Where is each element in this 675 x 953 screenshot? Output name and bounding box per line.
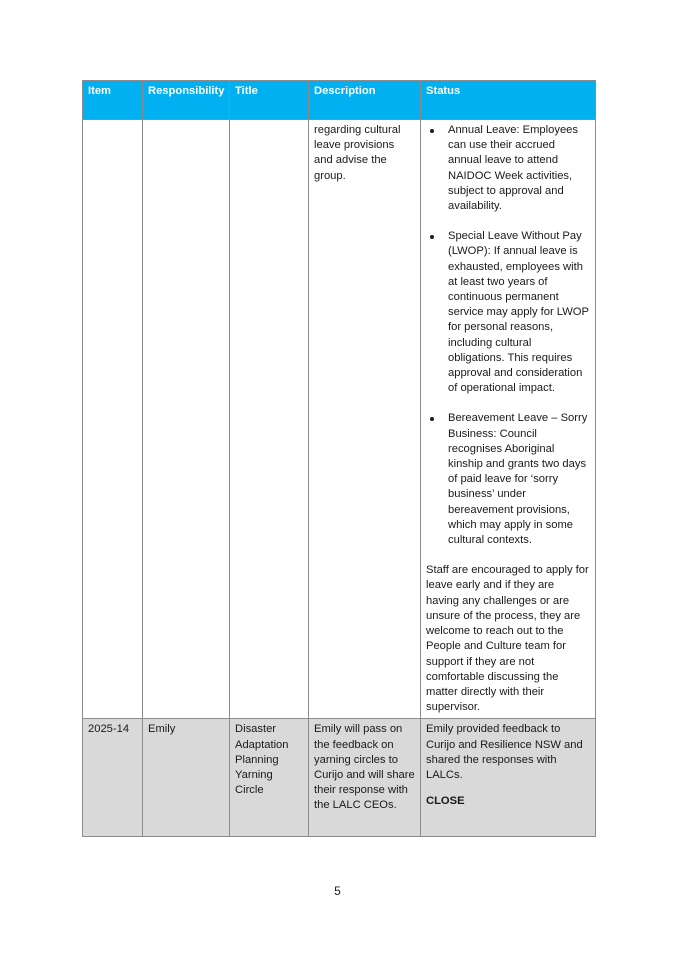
- header-description: Description: [309, 81, 421, 120]
- cell-responsibility-empty: [143, 120, 230, 719]
- cell-item: 2025-14: [83, 719, 143, 837]
- list-item-bereavement-leave: [426, 411, 590, 548]
- header-status: Status: [421, 81, 596, 120]
- bullet-text: Special Leave Without Pay (LWOP): If annual leave is exhausted, employees with at least two years of continuous permanent service may apply for LWOP for personal reasons, including cultural obligations. This requires approval and consideration of operational impact.: [448, 230, 589, 395]
- list-item-lwop: [426, 229, 590, 396]
- bullet-text: Annual Leave: Employees can use their accrued annual leave to attend NAIDOC Week activities, subject to approval and availability.: [448, 124, 578, 213]
- bullet-text: Bereavement Leave – Sorry Business: Council recognises Aboriginal kinship and grants two days of paid leave for ‘sorry business’ under bereavement provisions, which may apply in some cultural contexts.: [448, 412, 588, 547]
- cell-status: [421, 719, 596, 837]
- table-row-2025-14: [83, 719, 596, 837]
- cell-description: Emily will pass on the feedback on yarning circles to Curijo and will share their response with the LALC CEOs.: [309, 719, 421, 837]
- bullet-icon: [430, 235, 434, 239]
- cell-item-empty: [83, 120, 143, 719]
- action-items-table: [82, 80, 596, 837]
- header-title: Title: [230, 81, 309, 120]
- cell-title: Disaster Adaptation Planning Yarning Circle: [230, 719, 309, 837]
- cell-responsibility: Emily: [143, 719, 230, 837]
- cell-status: [421, 120, 596, 719]
- page-number: 5: [334, 884, 341, 898]
- cell-title-empty: [230, 120, 309, 719]
- status-badge: CLOSE: [426, 795, 465, 808]
- leave-provisions-list: [426, 123, 590, 548]
- cell-description: regarding cultural leave provisions and advise the group.: [309, 120, 421, 719]
- status-text: Emily provided feedback to Curijo and Resilience NSW and shared the responses with LALCs.: [426, 723, 583, 781]
- table-header-row: [83, 81, 596, 120]
- bullet-icon: [430, 417, 434, 421]
- list-item-annual-leave: [426, 123, 590, 214]
- table-row-continued: [83, 120, 596, 719]
- header-item: Item: [83, 81, 143, 120]
- bullet-icon: [430, 129, 434, 133]
- header-responsibility: Responsibility: [143, 81, 230, 120]
- status-closing-paragraph: Staff are encouraged to apply for leave early and if they are having any challenges or are unsure of the process, they are welcome to reach out to the People and Culture team for support if they are not comfortable discussing the matter directly with their supervisor.: [426, 564, 589, 714]
